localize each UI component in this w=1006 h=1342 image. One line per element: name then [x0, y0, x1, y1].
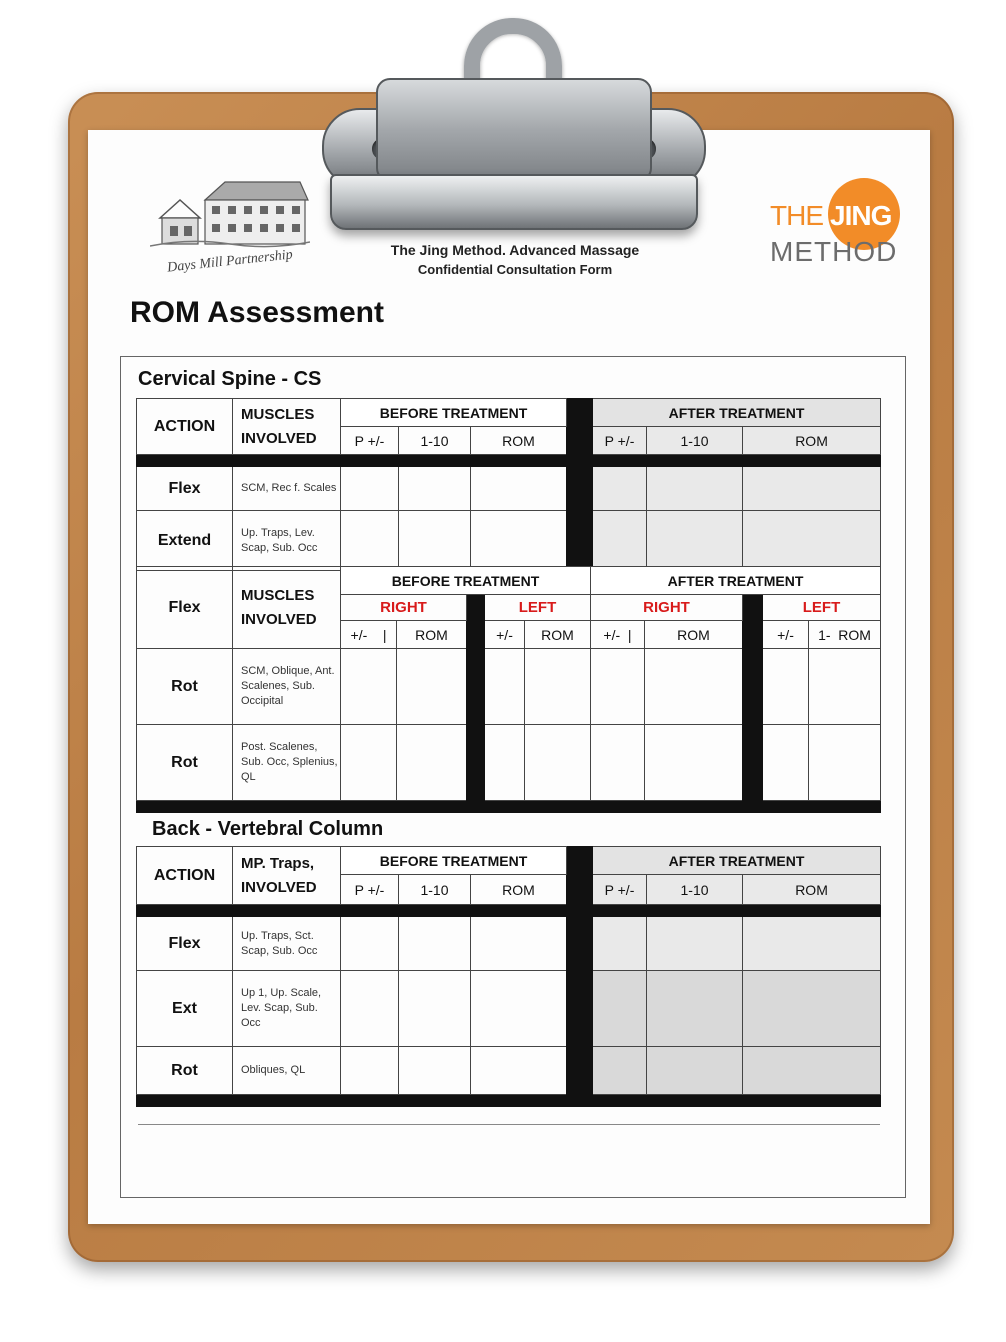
input-cell[interactable] — [743, 467, 881, 511]
input-cell[interactable] — [341, 467, 399, 511]
rot-before-left: LEFT — [485, 595, 591, 621]
input-cell[interactable] — [471, 467, 567, 511]
clip-jaw — [330, 174, 698, 230]
row-muscles: Post. Scalenes, Sub. Occ, Splenius, QL — [233, 725, 341, 801]
row-action: Rot — [137, 725, 233, 801]
table-row — [137, 467, 881, 511]
rot-muscles-header: MUSCLES INVOLVED — [233, 567, 341, 649]
table-row — [137, 1047, 881, 1095]
table-row — [137, 511, 881, 571]
input-cell[interactable] — [647, 511, 743, 571]
input-cell[interactable] — [397, 725, 467, 801]
input-cell[interactable] — [593, 971, 647, 1047]
input-cell[interactable] — [645, 725, 743, 801]
back-action-header: ACTION — [137, 847, 233, 905]
input-cell[interactable] — [399, 511, 471, 571]
input-cell[interactable] — [647, 971, 743, 1047]
row-muscles: SCM, Rec f. Scales — [233, 467, 341, 511]
input-cell[interactable] — [593, 1047, 647, 1095]
row-action: Rot — [137, 649, 233, 725]
rot-sub-pm: +/- — [763, 621, 809, 649]
footer-line — [138, 1124, 880, 1125]
table-row — [137, 649, 881, 725]
input-cell[interactable] — [593, 917, 647, 971]
input-cell[interactable] — [647, 917, 743, 971]
back-after-p: P +/- — [593, 875, 647, 905]
input-cell[interactable] — [743, 971, 881, 1047]
input-cell[interactable] — [471, 971, 567, 1047]
back-after-header: AFTER TREATMENT — [593, 847, 881, 875]
cervical-before-header: BEFORE TREATMENT — [341, 399, 567, 427]
cervical-after-rom: ROM — [743, 427, 881, 455]
back-muscles-header: MP. Traps, INVOLVED — [233, 847, 341, 905]
back-after-rom: ROM — [743, 875, 881, 905]
rot-after-header: AFTER TREATMENT — [591, 567, 881, 595]
input-cell[interactable] — [471, 917, 567, 971]
back-before-scale: 1-10 — [399, 875, 471, 905]
input-cell[interactable] — [341, 511, 399, 571]
header-title-line1: The Jing Method. Advanced Massage — [390, 242, 640, 258]
header-title-line2: Confidential Consultation Form — [417, 262, 613, 277]
input-cell[interactable] — [593, 511, 647, 571]
row-action: Extend — [137, 511, 233, 571]
input-cell[interactable] — [525, 649, 591, 725]
back-before-rom: ROM — [471, 875, 567, 905]
logo-method: METHOD — [770, 236, 898, 267]
cervical-muscles-header: MUSCLES INVOLVED — [233, 399, 341, 455]
input-cell[interactable] — [471, 511, 567, 571]
input-cell[interactable] — [763, 725, 809, 801]
input-cell[interactable] — [647, 1047, 743, 1095]
row-action: Flex — [137, 467, 233, 511]
table-row — [137, 917, 881, 971]
input-cell[interactable] — [485, 649, 525, 725]
cervical-before-scale: 1-10 — [399, 427, 471, 455]
cervical-after-p: P +/- — [593, 427, 647, 455]
input-cell[interactable] — [399, 917, 471, 971]
table-row — [137, 725, 881, 801]
row-action: Flex — [137, 917, 233, 971]
input-cell[interactable] — [763, 649, 809, 725]
back-divider — [567, 847, 593, 1107]
input-cell[interactable] — [399, 1047, 471, 1095]
back-after-scale: 1-10 — [647, 875, 743, 905]
cervical-table — [136, 398, 881, 571]
input-cell[interactable] — [341, 649, 397, 725]
row-muscles: Obliques, QL — [233, 1047, 341, 1095]
input-cell[interactable] — [397, 649, 467, 725]
row-muscles: SCM, Oblique, Ant. Scalenes, Sub. Occipital — [233, 649, 341, 725]
back-before-p: P +/- — [341, 875, 399, 905]
row-action: Ext — [137, 971, 233, 1047]
input-cell[interactable] — [341, 725, 397, 801]
input-cell[interactable] — [647, 467, 743, 511]
input-cell[interactable] — [399, 467, 471, 511]
logo-the: THE — [770, 200, 823, 231]
input-cell[interactable] — [645, 649, 743, 725]
cervical-rot-table — [136, 566, 881, 813]
input-cell[interactable] — [341, 917, 399, 971]
row-muscles: Up. Traps, Lev. Scap, Sub. Occ — [233, 511, 341, 571]
input-cell[interactable] — [341, 1047, 399, 1095]
section-title-back: Back - Vertebral Column — [152, 818, 384, 840]
cervical-after-header: AFTER TREATMENT — [593, 399, 881, 427]
cervical-divider — [567, 399, 593, 571]
input-cell[interactable] — [471, 1047, 567, 1095]
input-cell[interactable] — [743, 511, 881, 571]
table-row — [137, 971, 881, 1047]
rot-after-right: RIGHT — [591, 595, 743, 621]
input-cell[interactable] — [591, 649, 645, 725]
clipboard-clip — [316, 14, 712, 240]
cervical-before-p: P +/- — [341, 427, 399, 455]
rot-sub-pm: +/- | — [591, 621, 645, 649]
logo-jing: JING — [830, 200, 892, 231]
cervical-action-header: ACTION — [137, 399, 233, 455]
row-action: Rot — [137, 1047, 233, 1095]
rot-before-right: RIGHT — [341, 595, 467, 621]
input-cell[interactable] — [593, 467, 647, 511]
rot-sub-rom: ROM — [397, 621, 467, 649]
input-cell[interactable] — [809, 649, 881, 725]
page-title: ROM Assessment — [130, 296, 384, 329]
input-cell[interactable] — [399, 971, 471, 1047]
days-mill-caption: Days Mill Partnership — [166, 247, 294, 276]
building-icon — [150, 178, 310, 248]
rot-sub-pm: +/- — [485, 621, 525, 649]
rot-before-divider — [467, 595, 485, 813]
days-mill-logo — [140, 170, 320, 280]
section-title-cervical: Cervical Spine - CS — [138, 368, 322, 390]
rot-sub-one-rom: 1- ROM — [809, 621, 881, 649]
back-table — [136, 846, 881, 1107]
input-cell[interactable] — [485, 725, 525, 801]
input-cell[interactable] — [809, 725, 881, 801]
rot-sub-rom: ROM — [525, 621, 591, 649]
back-before-header: BEFORE TREATMENT — [341, 847, 567, 875]
cervical-before-rom: ROM — [471, 427, 567, 455]
input-cell[interactable] — [525, 725, 591, 801]
rot-after-left: LEFT — [763, 595, 881, 621]
jing-method-logo — [770, 178, 910, 278]
input-cell[interactable] — [743, 917, 881, 971]
rot-after-divider — [743, 595, 763, 813]
rot-sub-rom: ROM — [645, 621, 743, 649]
rot-before-header: BEFORE TREATMENT — [341, 567, 591, 595]
rot-sub-pm: +/- | — [341, 621, 397, 649]
clip-body — [376, 78, 652, 182]
input-cell[interactable] — [591, 725, 645, 801]
cervical-after-scale: 1-10 — [647, 427, 743, 455]
form-header-title — [330, 240, 700, 280]
input-cell[interactable] — [743, 1047, 881, 1095]
row-muscles: Up. Traps, Sct. Scap, Sub. Occ — [233, 917, 341, 971]
row-muscles: Up 1, Up. Scale, Lev. Scap, Sub. Occ — [233, 971, 341, 1047]
rot-action-header: Flex — [137, 567, 233, 649]
input-cell[interactable] — [341, 971, 399, 1047]
